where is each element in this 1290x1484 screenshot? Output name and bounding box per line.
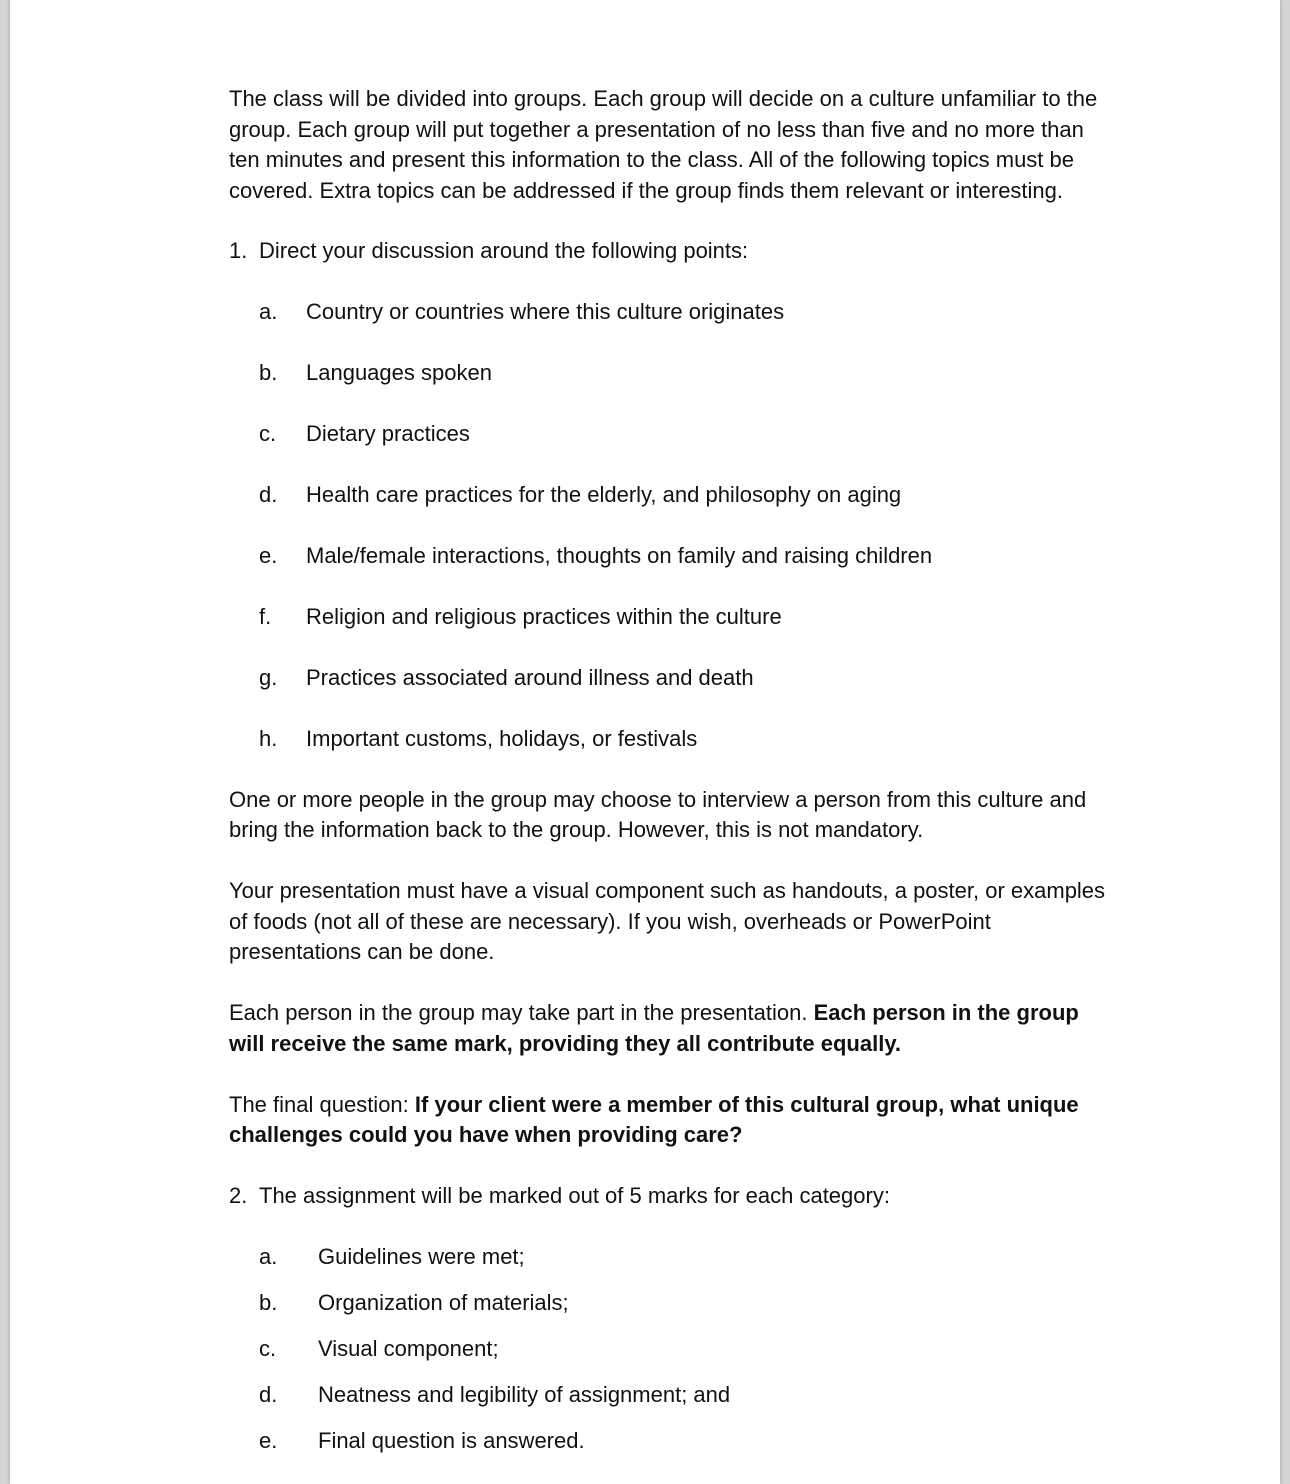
list-item	[229, 1334, 1119, 1365]
participation-paragraph	[229, 998, 1119, 1059]
participation-text: Each person in the group may take part in the presentation.	[229, 1000, 814, 1025]
list-item	[229, 419, 1119, 450]
list-item-text: Country or countries where this culture originates	[306, 298, 785, 324]
visual-component-paragraph: Your presentation must have a visual component such as handouts, a poster, or examples of foods (not all of these are necessary). If you wish, overheads or PowerPoint presentations can be done.	[229, 878, 1106, 964]
list-item-text: Guidelines were met;	[318, 1243, 525, 1269]
list-item-text: Important customs, holidays, or festivals	[306, 725, 698, 751]
list-item-text: Organization of materials;	[318, 1289, 569, 1315]
document-content	[229, 84, 1119, 1472]
list-item-letter: f.	[259, 603, 272, 629]
list-item	[229, 480, 1119, 511]
section-2-heading-text: The assignment will be marked out of 5 marks for each category:	[259, 1183, 890, 1208]
list-item-letter: e.	[259, 1427, 278, 1453]
list-item-text: Final question is answered.	[318, 1427, 585, 1453]
section-2-heading	[229, 1181, 1119, 1212]
list-item	[229, 602, 1119, 633]
list-item-letter: b.	[259, 359, 278, 385]
list-item-text: Religion and religious practices within the culture	[306, 603, 782, 629]
list-item-letter: b.	[259, 1289, 278, 1315]
list-item-text: Health care practices for the elderly, and philosophy on aging	[306, 481, 902, 507]
list-item-text: Languages spoken	[306, 359, 492, 385]
list-item-text: Practices associated around illness and death	[306, 664, 754, 690]
section-2-number: 2.	[229, 1183, 248, 1208]
section-2-list	[229, 1242, 1119, 1457]
final-question-label: The final question:	[229, 1091, 415, 1117]
final-question-bold-text: If your client were a member of this cultural group, what unique challenges could you have when providing care?	[229, 1091, 1079, 1147]
participation-bold-text: Each person in the group will receive the same mark, providing they all contribute equally.	[229, 1000, 1079, 1056]
section-1-number: 1.	[229, 238, 248, 263]
final-question-paragraph	[229, 1090, 1119, 1151]
list-item-letter: e.	[259, 542, 278, 568]
interview-paragraph: One or more people in the group may choose to interview a person from this culture and bring the information back to the group. However, this is not mandatory.	[229, 786, 1087, 842]
list-item-letter: c.	[259, 420, 277, 446]
list-item	[229, 358, 1119, 389]
list-item-letter: a.	[259, 1243, 278, 1269]
list-item	[229, 1242, 1119, 1273]
list-item-letter: d.	[259, 1381, 278, 1407]
list-item-text: Visual component;	[318, 1335, 499, 1361]
list-item	[229, 1380, 1119, 1411]
list-item	[229, 663, 1119, 694]
list-item	[229, 1426, 1119, 1457]
intro-paragraph: The class will be divided into groups. Each group will decide on a culture unfamiliar to the group. Each group will put together a presentation of no less than five and no more than ten minutes and present this information to the class. All of the following topics must be covered. Extra topics can be addressed if the group finds them relevant or interesting.	[229, 86, 1098, 203]
list-item-letter: c.	[259, 1335, 277, 1361]
list-item	[229, 1288, 1119, 1319]
section-1-heading-text: Direct your discussion around the following points:	[259, 238, 749, 263]
section-1-heading	[229, 236, 1119, 267]
document-page	[10, 0, 1280, 1484]
list-item	[229, 297, 1119, 328]
list-item-letter: a.	[259, 298, 278, 324]
list-item-letter: h.	[259, 725, 278, 751]
list-item-text: Male/female interactions, thoughts on family and raising children	[306, 542, 933, 568]
list-item	[229, 724, 1119, 755]
section-1-list	[229, 297, 1119, 755]
list-item-letter: d.	[259, 481, 278, 507]
list-item	[229, 541, 1119, 572]
list-item-text: Neatness and legibility of assignment; and	[318, 1381, 731, 1407]
list-item-letter: g.	[259, 664, 278, 690]
list-item-text: Dietary practices	[306, 420, 470, 446]
